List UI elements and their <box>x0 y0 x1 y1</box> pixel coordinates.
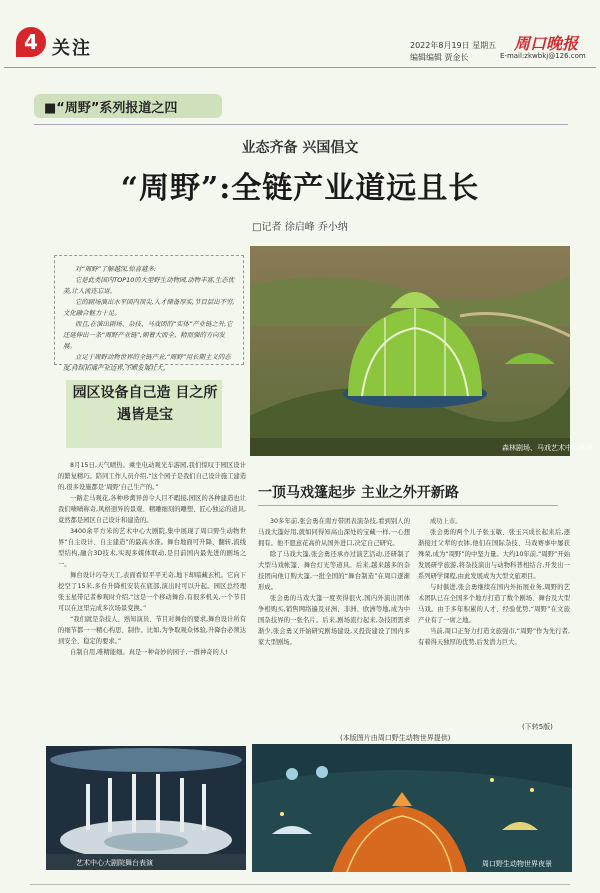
continued-note: (下转5版) <box>522 723 553 731</box>
body-paragraph: 张会勇的两个儿子张玉敏、张玉兴成长起来后,逐渐接过父辈的衣钵,他们在国际杂技、马戏赛事中屡获殊荣,成为“周野”的中坚力量。大约10年前,“周野”开始发展研学旅游,将杂技演出与动物科普相结合,开发出一系列研学课程,由此发展成为大型文旅项目。 <box>418 529 570 580</box>
photo-credit: (本版图片由周口野生动物世界提供) <box>340 734 451 742</box>
body-paragraph: 3400余平方米的艺术中心大剧院,集中展现了周口野生动物世界“自主设计、自主建造”的最高水准。舞台地面可升降、翻转,流线型结构,融合3D技术,实现多媒体联动,是目前国内最先进的剧场之一。 <box>58 528 246 568</box>
contact-email: E-mail:zkwbkj@126.com <box>500 52 586 60</box>
body-paragraph: 成功上市。 <box>430 518 462 525</box>
photo-art-center-stage <box>46 746 246 870</box>
body-column-2 <box>258 516 410 724</box>
body-paragraph: 当前,周口正努力打造文旅强市,“周野”作为先行者,有着得天独厚的优势,后发潜力巨大。 <box>418 628 570 646</box>
subhead-1: 园区设备自己造 目之所遇皆是宝 <box>72 385 218 423</box>
intro-paragraph: 它是此类国内TOP10的大型野生动物园,动物丰富,生态优美,让人流连忘返。 <box>63 276 235 295</box>
photo-caption-top: 森林剧场、马戏艺术中心夜景 <box>502 444 593 452</box>
section-title: 关注 <box>52 38 92 59</box>
body-column-3 <box>418 516 570 730</box>
newspaper-logo: 周口晚报 <box>514 34 579 53</box>
body-paragraph: 张会勇的马戏大篷一度卖得很火,国内外演出团体争相购买,销售网络遍及亚洲、非洲、欧洲等地,成为中国杂技界的一张名片。后来,剧场流行起来,杂技团需求渐少,张会勇又开始研究剧场建设,又投资建设了国内多家大型剧场。 <box>258 595 410 646</box>
intro-paragraph: 立足于周野动物世界的全链产业,“周野”用长期主义的态度,持续拓展产业边界,不断发展壮大。 <box>63 353 231 372</box>
article-byline: □记者 徐启峰 乔小纳 <box>252 222 348 233</box>
body-paragraph: 30多年前,张会勇在南方带团表演杂技,看到别人的马戏大篷好用,就如同得知高山深处的宝藏一样,一心想拥有。他不愿意花高价从国外进口,决定自己研究。 <box>258 518 410 547</box>
photo-park-night <box>252 744 572 872</box>
photo-forest-theater <box>250 246 593 456</box>
subhead-2-rule <box>258 505 558 506</box>
subhead-1-box <box>60 376 230 450</box>
subhead-2: 一顶马戏篷起步 主业之外开新路 <box>258 485 459 501</box>
masthead-divider <box>4 67 596 68</box>
intro-paragraph: 它的剧场演出水平国内顶尖,人才储备厚实,节目层出不穷,文化融合魅力十足。 <box>63 298 235 317</box>
series-label: ■“周野”系列报道之四 <box>34 94 222 118</box>
article-headline: “周野”:全链产业道远且长 <box>120 171 480 206</box>
series-divider <box>34 124 568 125</box>
page-number-badge: 4 <box>16 27 46 57</box>
editor-credit: 编辑编辑 贾金长 <box>410 53 469 62</box>
body-paragraph: 舞台设计巧夺天工,表面看似平平无奇,地下却暗藏玄机。它向下挖空了15米,多台升降机安装在底部,演出时可以升起。园区总经理张玉星带记者参观时介绍,“这是一个移动舞台,有很多机关,一个节目可以在这里完成多次场景变换。” <box>58 572 246 612</box>
body-paragraph: “我们就是杂技人、熟知演员、节目对舞台的要求,舞台设计所有的细节都一一精心构思、制作。比如,为争取观众体验,升降台必须达到安全、稳定的要求。” <box>58 616 246 645</box>
body-paragraph: 自制自用,唯精能细。真是一种奇妙的园子,一群神奇的人! <box>70 649 228 656</box>
body-paragraph: 8月15日,天气晴热。乘坐电动观光车游园,我们惊叹于园区设计的繁复精巧。陪同工作人员介绍,“这个园子是我们自己设计施工建造的,很多设施都是‘周野’自己生产的。” <box>58 462 246 491</box>
body-paragraph: 与时俱进,张会勇继续在国内外拓展业务,周野的艺术团队已在全国多个地方打造了数个剧场、舞台及大型马戏。由于多年积累的人才、经验优势,“周野”在文旅产业有了一席之地。 <box>418 584 570 624</box>
issue-date: 2022年8月19日 星期五 <box>410 41 497 50</box>
footer-rule <box>30 884 570 885</box>
photo-caption-bottom: 周口野生动物世界夜景 <box>482 860 552 868</box>
body-column-1 <box>58 460 246 742</box>
article-kicker: 业态齐备 兴国倡文 <box>241 140 359 156</box>
body-paragraph: 除了马戏大篷,张会勇还承办过演艺活动,还研制了大型马戏帐篷、舞台灯光等道具。后来,越来越多的杂技团向他订购大篷,一批全国的“舞台制造”在周口逐渐形成。 <box>258 551 410 591</box>
intro-box <box>54 255 244 372</box>
intro-paragraph: 而且,在演出剧场、杂技、马戏团的“实体”产业链之外,它还延伸出一条“周野产业链”,朝着大而全、精而强的方向发展。 <box>63 320 233 350</box>
intro-paragraph: 对“周野”了解越深,惊喜越多: <box>75 265 157 273</box>
body-paragraph: 一路走马观花,各种珍禽异兽令人目不暇接,园区的各种建造也让我们啧啧称奇,风格迥异的景观、精雕细刻的雕塑、匠心独运的道具,竟然都是园区自己设计和建造的。 <box>58 495 246 524</box>
photo-caption-left: 艺术中心大剧院舞台表演 <box>76 859 153 867</box>
